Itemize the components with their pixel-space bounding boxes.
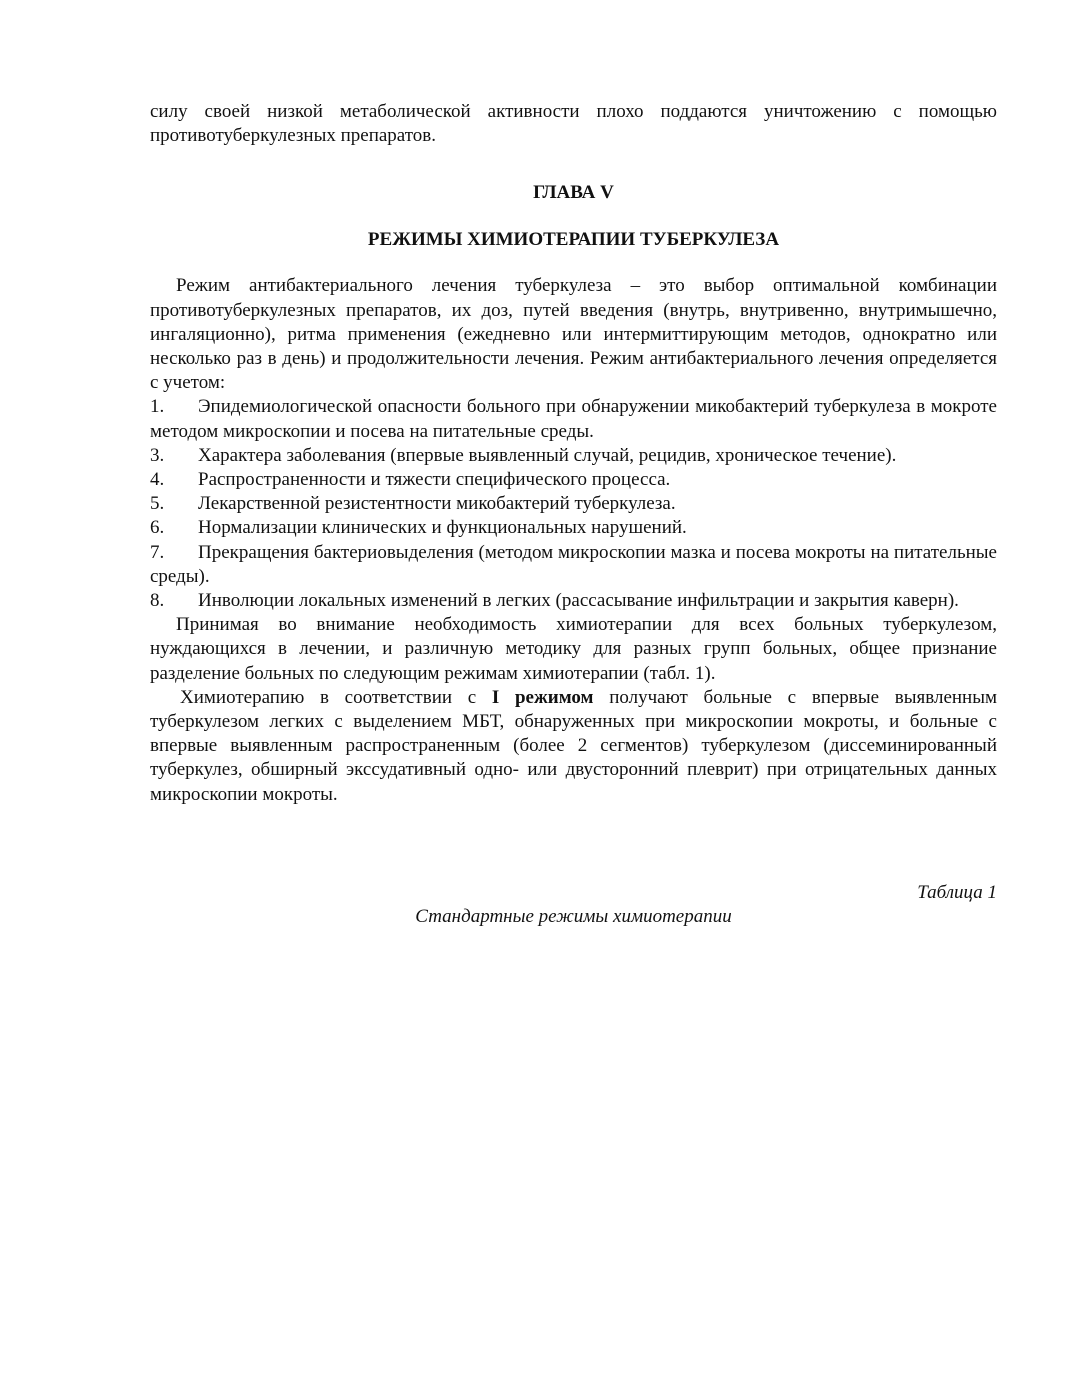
paragraph-regime-one-start: Химиотерапию в соответствии с [180, 686, 492, 708]
list-item [150, 492, 997, 516]
list-item-number: 7. [150, 541, 165, 563]
list-item [150, 444, 997, 468]
list-item-number: 1. [150, 396, 165, 418]
list-item-number: 5. [150, 493, 165, 515]
list-item [150, 516, 997, 540]
list-item-text: Характера заболевания (впервые выявленный случай, рецидив, хроническое течение). [198, 444, 897, 466]
paragraph-groups: Принимая во внимание необходимость химиотерапии для всех больных туберкулезом, нуждающихся в лечении, и различную методику для разных групп больных, общее признание разделение больных по следующим режимам химиотерапии (табл. 1). [150, 614, 997, 684]
list-item-text: Инволюции локальных изменений в легких (рассасывание инфильтрации и закрытия каверн). [198, 590, 959, 612]
document-page [150, 100, 997, 929]
list-item-number: 3. [150, 444, 165, 466]
list-item-text: Прекращения бактериовыделения (методом микроскопии мазка и посева мокроты на питательные среды). [150, 541, 997, 587]
table-title: Стандартные режимы химиотерапии [415, 905, 732, 927]
chapter-number: ГЛАВА V [533, 182, 614, 204]
regime-one-emphasis: I режимом [491, 686, 594, 708]
list-item [150, 468, 997, 492]
list-item [150, 589, 997, 613]
paragraph-regime-definition: Режим антибактериального лечения туберкулеза – это выбор оптимальной комбинации противотуберкулезных препаратов, их доз, путей введения (внутрь, внутривенно, внутримышечно, ингаляционно), ритма применения (ежедневно или интермиттирующим методов, однократно или несколько раз в день) и продолжительности лечения. Режим антибактериального лечения определяется с учетом: [150, 275, 997, 394]
chapter-title: РЕЖИМЫ ХИМИОТЕРАПИИ ТУБЕРКУЛЕЗА [367, 229, 780, 251]
list-item-text: Лекарственной резистентности микобактерий туберкулеза. [198, 493, 676, 515]
paragraph-regime-one-end: получают больные с впервые выявленным туберкулезом легких с выделением МБТ, обнаруженных при микроскопии мокроты, и больные с впервые выявленным распространенным (более 2 сегментов) туберкулезом (диссеминированный туберкулез, обширный экссудативный одно- или двусторонний плеврит) при отрицательных данных микроскопии мокроты. [150, 686, 997, 805]
list-item-number: 6. [150, 517, 165, 539]
paragraph-regime-one [150, 686, 997, 807]
list-item-number: 8. [150, 590, 165, 612]
list-item [150, 541, 997, 589]
list-item-text: Нормализации клинических и функциональных нарушений. [198, 517, 687, 539]
list-item [150, 395, 997, 443]
criteria-list [150, 395, 997, 613]
list-item-text: Распространенности и тяжести специфического процесса. [198, 469, 671, 491]
table-label: Таблица 1 [917, 881, 997, 903]
list-item-number: 4. [150, 469, 165, 491]
list-item-text: Эпидемиологической опасности больного при обнаружении микобактерий туберкулеза в мокроте методом микроскопии и посева на питательные среды. [150, 396, 997, 442]
intro-paragraph: силу своей низкой метаболической активности плохо поддаются уничтожению с помощью противотуберкулезных препаратов. [150, 101, 997, 147]
